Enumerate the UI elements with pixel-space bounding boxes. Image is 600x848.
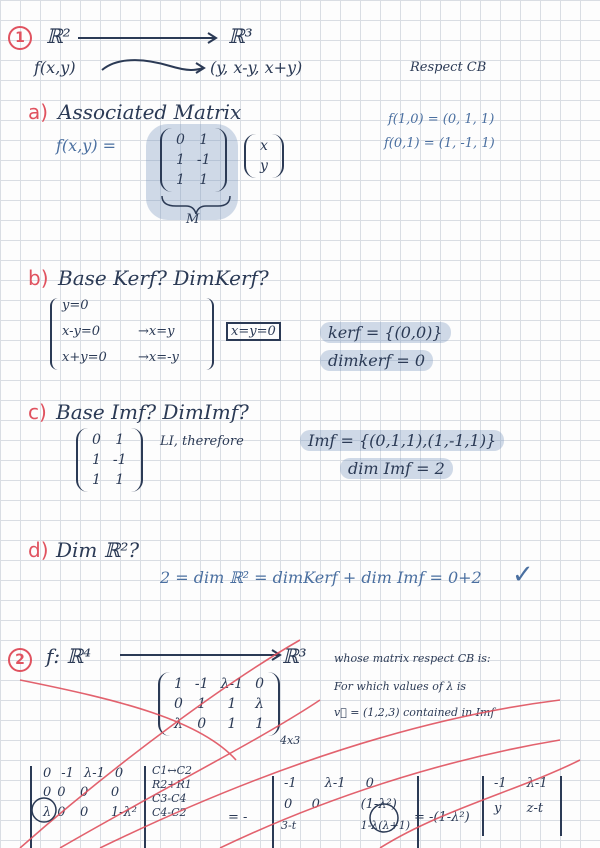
eq-1: y=0 bbox=[62, 298, 89, 313]
p2-desc-2: For which values of λ is bbox=[334, 680, 467, 693]
p2-matrix: 1 -1 λ-1 0 0 1 1 λ λ 0 1 1 bbox=[158, 672, 280, 736]
p2-codomain: ℝ³ bbox=[282, 644, 307, 668]
det-1: 0 -1 λ-1 0 0 0 0 0 λ 0 0 1-λ² bbox=[30, 766, 146, 848]
solution-box: x=y=0 bbox=[226, 324, 281, 339]
implication-2: →x=-y bbox=[138, 350, 179, 365]
system-brace bbox=[50, 298, 58, 370]
map-right: (y, x-y, x+y) bbox=[210, 58, 303, 77]
arrow-domain-codomain bbox=[78, 33, 216, 43]
problem-number-badge-2: 2 bbox=[8, 648, 32, 672]
image-e2: f(0,1) = (1, -1, 1) bbox=[384, 136, 495, 151]
image-matrix: 0 1 1 -1 1 1 bbox=[76, 428, 143, 492]
right-brace bbox=[206, 298, 214, 370]
eq-3: x+y=0 bbox=[62, 350, 107, 365]
variable-vector: x y bbox=[244, 134, 284, 178]
arrow-map bbox=[102, 60, 204, 73]
p2-lhs: f: ℝ⁴ bbox=[46, 644, 92, 668]
map-left: f(x,y) bbox=[34, 58, 76, 77]
part-b-title: Base Kerf? DimKerf? bbox=[58, 266, 269, 290]
domain-label: ℝ² bbox=[46, 24, 71, 48]
p2-desc-3: v⃗ = (1,2,3) contained in Imf bbox=[334, 706, 495, 719]
part-d-letter: d) bbox=[28, 538, 49, 562]
row-ops: C1↔C2 R2+R1 C3-C4 C4-C2 bbox=[152, 764, 193, 819]
p2-matrix-size: 4x3 bbox=[280, 734, 301, 747]
equals-1: = - bbox=[228, 810, 248, 825]
part-c-title: Base Imf? DimImf? bbox=[56, 400, 249, 424]
problem-1-header bbox=[8, 26, 32, 50]
problem-number-badge: 1 bbox=[8, 26, 32, 50]
eq-2: x-y=0 bbox=[62, 324, 101, 339]
arrow-p2 bbox=[120, 650, 280, 660]
part-c-letter: c) bbox=[28, 400, 47, 424]
p2-desc-1: whose matrix respect CB is: bbox=[334, 652, 491, 665]
check-icon: ✓ bbox=[512, 560, 534, 590]
implication-1: →x=y bbox=[138, 324, 175, 339]
part-b-letter: b) bbox=[28, 266, 49, 290]
respect-note: Respect CB bbox=[410, 60, 487, 75]
det-3: -1 λ-1 y z-t bbox=[482, 776, 562, 836]
part-a-letter: a) bbox=[28, 100, 49, 124]
det-2: -1 λ-1 0 0 0 (1-λ²) 3-t 1-λ(λ+1) bbox=[272, 776, 419, 848]
part-a-lhs: f(x,y) = bbox=[56, 136, 117, 155]
associated-matrix: 0 1 1 -1 1 1 bbox=[160, 128, 227, 192]
rank-nullity-equation: 2 = dim ℝ² = dimKerf + dim Imf = 0+2 bbox=[160, 568, 482, 587]
part-a-title: Associated Matrix bbox=[58, 100, 242, 124]
part-d-title: Dim ℝ²? bbox=[56, 538, 140, 562]
kernel-result: kerf = {(0,0)} bbox=[320, 322, 451, 343]
problem-2-header bbox=[8, 648, 32, 672]
equals-2: = -(1-λ²) bbox=[414, 810, 470, 825]
dimimage-result: dim Imf = 2 bbox=[340, 458, 453, 479]
codomain-label: ℝ³ bbox=[228, 24, 253, 48]
matrix-brace-label: M bbox=[186, 212, 200, 227]
image-e1: f(1,0) = (0, 1, 1) bbox=[388, 112, 495, 127]
li-note: LI, therefore bbox=[160, 434, 244, 449]
image-result: Imf = {(0,1,1),(1,-1,1)} bbox=[300, 430, 504, 451]
dimkernel-result: dimkerf = 0 bbox=[320, 350, 433, 371]
